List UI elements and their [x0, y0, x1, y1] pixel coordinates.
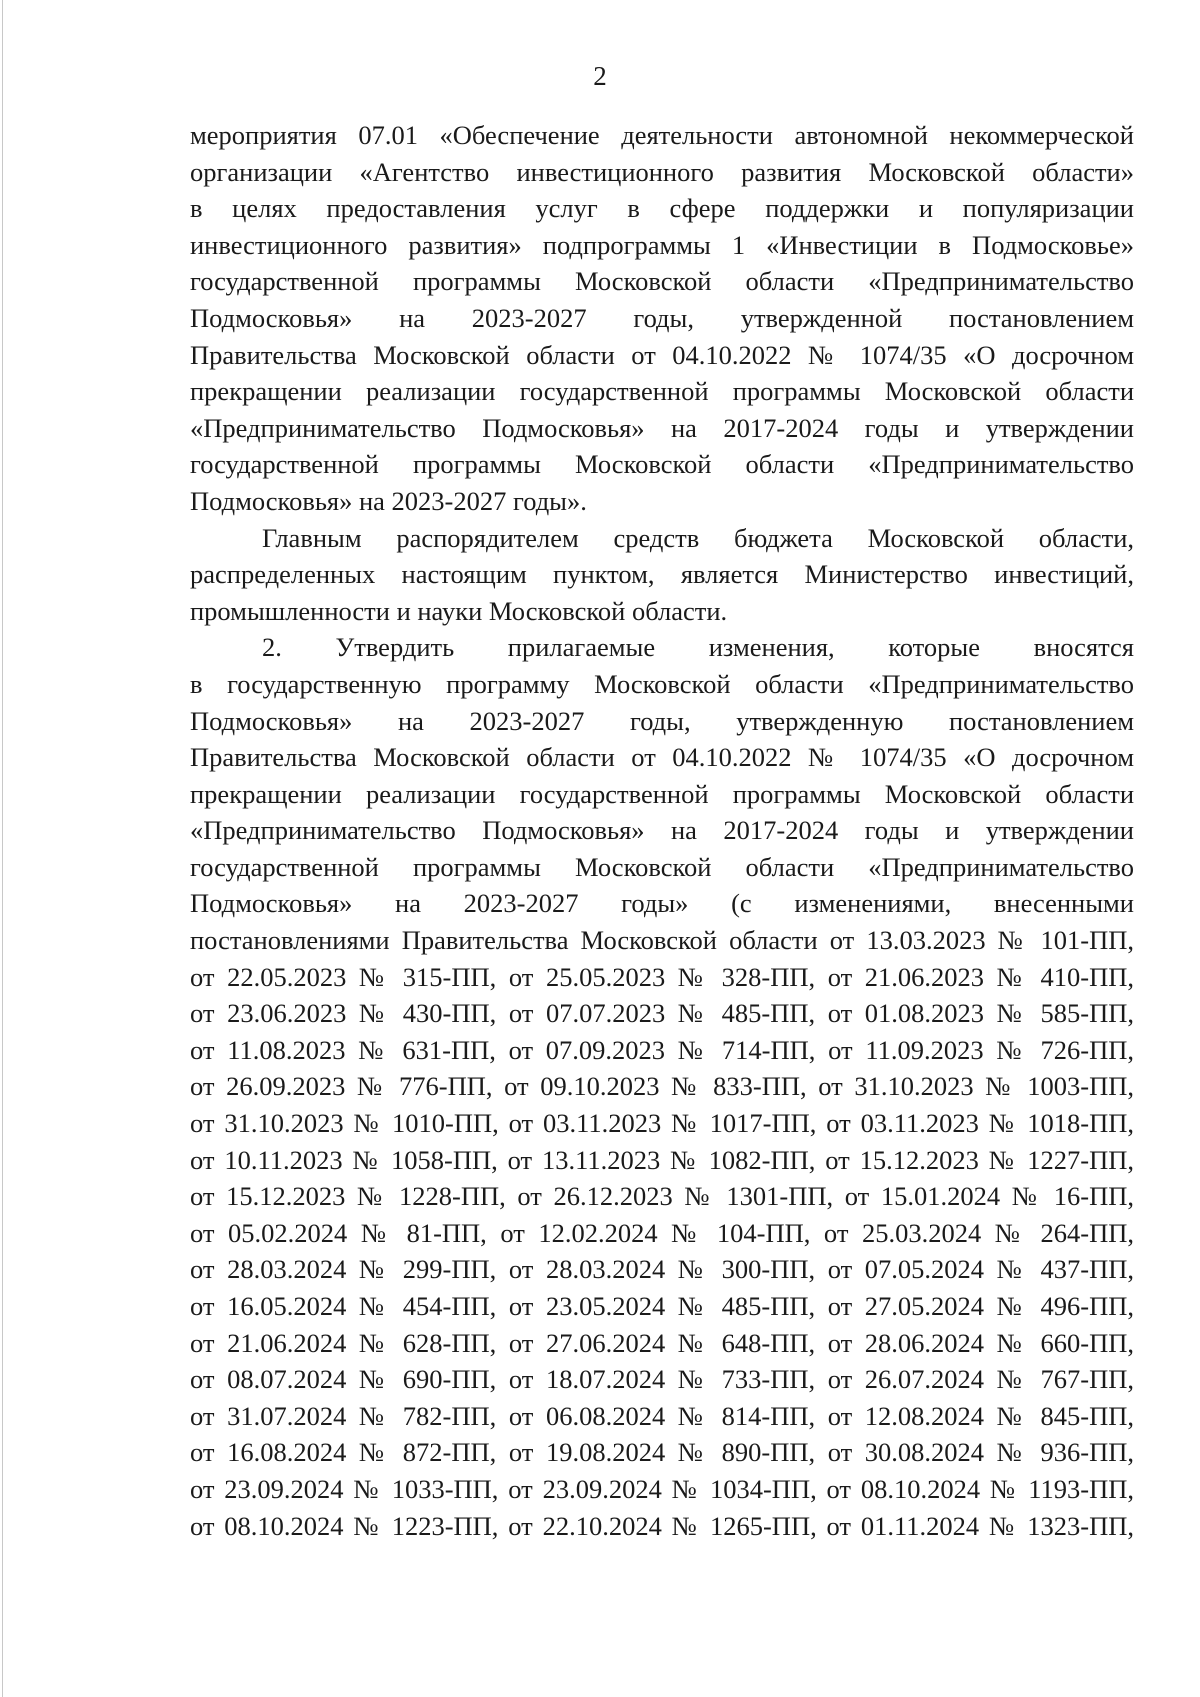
text-line: Подмосковья» на 2023-2027 годы, утвержденной постановлением — [190, 302, 1134, 333]
text-line: Подмосковья» на 2023-2027 годы, утвержденную постановлением — [190, 705, 1134, 736]
text-line: «Предпринимательство Подмосковья» на 2017-2024 годы и утверждении — [190, 815, 1134, 846]
text-line: от 08.07.2024 № 690-ПП, от 18.07.2024 № 733-ПП, от 26.07.2024 № 767-ПП, — [190, 1364, 1134, 1395]
scan-edge — [2, 0, 3, 1697]
text-line: Подмосковья» на 2023-2027 годы». — [190, 485, 587, 516]
text-line: от 23.09.2024 № 1033-ПП, от 23.09.2024 № 1034-ПП, от 08.10.2024 № 1193-ПП, — [190, 1473, 1134, 1504]
paragraph-event-description — [190, 117, 1134, 520]
paragraph-budget-administrator — [190, 520, 1134, 630]
text-line: от 11.08.2023 № 631-ПП, от 07.09.2023 № 714-ПП, от 11.09.2023 № 726-ПП, — [190, 1034, 1134, 1065]
text-line: промышленности и науки Московской области. — [190, 595, 728, 626]
text-line: от 26.09.2023 № 776-ПП, от 09.10.2023 № 833-ПП, от 31.10.2023 № 1003-ПП, — [190, 1071, 1134, 1102]
text-line: от 15.12.2023 № 1228-ПП, от 26.12.2023 № 1301-ПП, от 15.01.2024 № 16-ПП, — [190, 1181, 1134, 1212]
text-line: от 28.03.2024 № 299-ПП, от 28.03.2024 № 300-ПП, от 07.05.2024 № 437-ПП, — [190, 1254, 1134, 1285]
text-line: постановлениями Правительства Московской области от 13.03.2023 № 101-ПП, — [190, 925, 1134, 956]
text-line: от 31.10.2023 № 1010-ПП, от 03.11.2023 № 1017-ПП, от 03.11.2023 № 1018-ПП, — [190, 1108, 1134, 1139]
document-body — [190, 117, 1134, 1544]
text-line: прекращении реализации государственной программы Московской области — [190, 376, 1134, 407]
text-line: в государственную программу Московской области «Предпринимательство — [190, 668, 1134, 699]
text-line: прекращении реализации государственной программы Московской области — [190, 778, 1134, 809]
text-line: от 23.06.2023 № 430-ПП, от 07.07.2023 № 485-ПП, от 01.08.2023 № 585-ПП, — [190, 998, 1134, 1029]
text-line: мероприятия 07.01 «Обеспечение деятельности автономной некоммерческой — [190, 120, 1134, 150]
text-line: Главным распорядителем средств бюджета Московской области, — [262, 522, 1134, 553]
text-line: от 05.02.2024 № 81-ПП, от 12.02.2024 № 104-ПП, от 25.03.2024 № 264-ПП, — [190, 1217, 1134, 1248]
text-line: Правительства Московской области от 04.10.2022 № 1074/35 «О досрочном — [190, 339, 1134, 370]
text-line: от 31.07.2024 № 782-ПП, от 06.08.2024 № 814-ПП, от 12.08.2024 № 845-ПП, — [190, 1400, 1134, 1431]
text-line: от 16.05.2024 № 454-ПП, от 23.05.2024 № 485-ПП, от 27.05.2024 № 496-ПП, — [190, 1291, 1134, 1321]
text-line: от 16.08.2024 № 872-ПП, от 19.08.2024 № 890-ПП, от 30.08.2024 № 936-ПП, — [190, 1437, 1134, 1468]
text-line: «Предпринимательство Подмосковья» на 2017-2024 годы и утверждении — [190, 412, 1134, 443]
text-line: от 22.05.2023 № 315-ПП, от 25.05.2023 № 328-ПП, от 21.06.2023 № 410-ПП, — [190, 961, 1134, 992]
text-line: государственной программы Московской области «Предпринимательство — [190, 266, 1134, 297]
text-line: государственной программы Московской области «Предпринимательство — [190, 449, 1134, 480]
text-line: 2. Утвердить прилагаемые изменения, которые вносятся — [262, 632, 1134, 663]
text-line: от 10.11.2023 № 1058-ПП, от 13.11.2023 № 1082-ПП, от 15.12.2023 № 1227-ПП, — [190, 1144, 1134, 1175]
text-line: Подмосковья» на 2023-2027 годы» (с изменениями, внесенными — [190, 888, 1134, 919]
text-line: инвестиционного развития» подпрограммы 1 «Инвестиции в Подмосковье» — [190, 229, 1134, 260]
text-line: распределенных настоящим пунктом, является Министерство инвестиций, — [190, 559, 1134, 590]
text-line: организации «Агентство инвестиционного развития Московской области» — [190, 156, 1134, 187]
text-line: от 21.06.2024 № 628-ПП, от 27.06.2024 № 648-ПП, от 28.06.2024 № 660-ПП, — [190, 1327, 1134, 1358]
text-line: в целях предоставления услуг в сфере поддержки и популяризации — [190, 193, 1134, 224]
text-line: от 08.10.2024 № 1223-ПП, от 22.10.2024 № 1265-ПП, от 01.11.2024 № 1323-ПП, — [190, 1510, 1134, 1541]
page-number: 2 — [593, 61, 607, 91]
paragraph-item-2-amendments — [190, 629, 1134, 1544]
text-line: государственной программы Московской области «Предпринимательство — [190, 851, 1134, 882]
text-line: Правительства Московской области от 04.10.2022 № 1074/35 «О досрочном — [190, 742, 1134, 773]
